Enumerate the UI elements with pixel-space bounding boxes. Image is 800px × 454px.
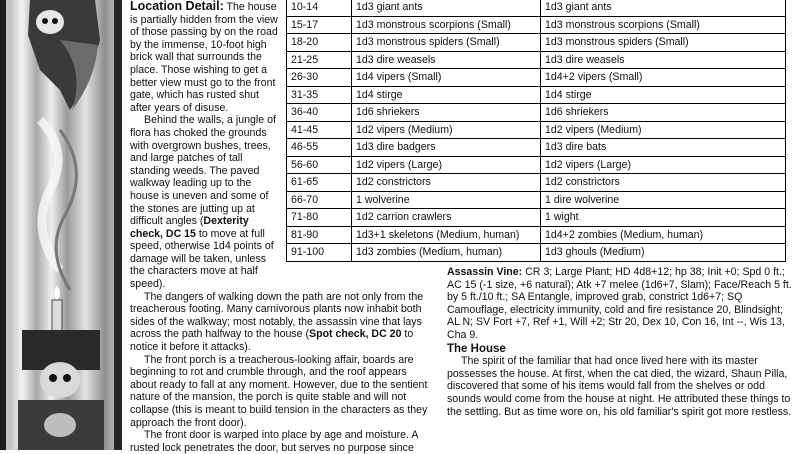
path-dangers-text-end: to notice it before it attacks).	[130, 328, 414, 354]
col-b-cell: 1d3 giant ants	[541, 0, 786, 16]
col-b-cell: 1d3 monstrous scorpions (Small)	[541, 16, 786, 34]
encounter-table	[286, 0, 786, 262]
col-b-cell: 1 dire wolverine	[541, 191, 786, 209]
roll-cell: 15-17	[287, 16, 352, 34]
col-b-cell: 1d3 monstrous spiders (Small)	[541, 34, 786, 52]
table-row	[287, 16, 786, 34]
table-row	[287, 69, 786, 87]
col-a-cell: 1d4 stirge	[352, 86, 541, 104]
roll-cell: 31-35	[287, 86, 352, 104]
col-a-cell: 1d3 monstrous scorpions (Small)	[352, 16, 541, 34]
table-row	[287, 139, 786, 157]
col-a-cell: 1 wolverine	[352, 191, 541, 209]
assassin-vine-statblock	[447, 266, 792, 342]
table-row	[287, 86, 786, 104]
path-dangers-paragraph	[130, 291, 428, 354]
col-a-cell: 1d2 constrictors	[352, 174, 541, 192]
walls-text-end: to move at full speed, otherwise 1d4 points of damage will be taken, unless the characters move at half speed).	[130, 227, 274, 291]
table-row	[287, 121, 786, 139]
table-row	[287, 156, 786, 174]
table-row	[287, 0, 786, 16]
roll-cell: 56-60	[287, 156, 352, 174]
col-b-cell: 1d6 shriekers	[541, 104, 786, 122]
roll-cell: 71-80	[287, 209, 352, 227]
table-row	[287, 226, 786, 244]
walls-text: Behind the walls, a jungle of flora has choked the grounds with overgrown bushes, trees, and large patches of tall standing weeds. The paved walkway leading up to the house is uneven and some of the stones are jutting up at difficult angles (	[130, 114, 276, 228]
table-row	[287, 34, 786, 52]
front-door-paragraph: The front door is warped into place by age and moisture. A rusted lock penetrates the door, but serves no purpose since	[130, 429, 418, 454]
col-a-cell: 1d2 vipers (Medium)	[352, 121, 541, 139]
table-row	[287, 191, 786, 209]
roll-cell: 81-90	[287, 226, 352, 244]
roll-cell: 46-55	[287, 139, 352, 157]
table-row	[287, 104, 786, 122]
col-a-cell: 1d3 zombies (Medium, human)	[352, 244, 541, 262]
col-a-cell: 1d3+1 skeletons (Medium, human)	[352, 226, 541, 244]
roll-cell: 41-45	[287, 121, 352, 139]
col-b-cell: 1 wight	[541, 209, 786, 227]
roll-cell: 26-30	[287, 69, 352, 87]
walls-paragraph	[130, 114, 280, 290]
col-a-cell: 1d6 shriekers	[352, 104, 541, 122]
col-a-cell: 1d3 giant ants	[352, 0, 541, 16]
roll-cell: 36-40	[287, 104, 352, 122]
table-row	[287, 174, 786, 192]
col-b-cell: 1d3 ghouls (Medium)	[541, 244, 786, 262]
encounter-table-body	[287, 0, 786, 261]
table-row	[287, 51, 786, 69]
col-b-cell: 1d4+2 vipers (Small)	[541, 69, 786, 87]
location-detail-paragraph	[130, 0, 280, 114]
col-a-cell: 1d2 vipers (Large)	[352, 156, 541, 174]
col-b-cell: 1d2 vipers (Medium)	[541, 121, 786, 139]
roll-cell: 10-14	[287, 0, 352, 16]
col-b-cell: 1d3 dire weasels	[541, 51, 786, 69]
col-a-cell: 1d3 monstrous spiders (Small)	[352, 34, 541, 52]
col-b-cell: 1d3 dire bats	[541, 139, 786, 157]
table-row	[287, 244, 786, 262]
statblock-name: Assassin Vine:	[447, 266, 523, 278]
roll-cell: 91-100	[287, 244, 352, 262]
spot-check: Spot check, DC 20	[309, 328, 402, 341]
the-house-heading: The House	[447, 342, 506, 355]
statblock-text: CR 3; Large Plant; HD 4d8+12; hp 38; Init +0; Spd 0 ft.; AC 15 (-1 size, +6 natural); Atk +7 melee (1d6+7, Slam); Face/Reach 5 ft. by 5 ft./10 ft.; SA Entangle, improved grab, constrict 1d6+7; SQ Camouflage, electricity immunity, cold and fire resistance 20, Blindsight; AL N; SV Fort +7, Ref +1, Will +2; Str 20, Dex 10, Con 16, Int --, Wis 13, Cha 9.	[447, 266, 792, 341]
roll-cell: 21-25	[287, 51, 352, 69]
decorative-border-art	[0, 0, 122, 450]
location-detail-text: The house is partially hidden from the view of those passing by on the road by the immense, 10-foot high brick wall that surrounds the place. Those wishing to get a better view must go to the front gate, which has rusted shut after years of disuse.	[130, 1, 278, 114]
roll-cell: 18-20	[287, 34, 352, 52]
col-b-cell: 1d2 constrictors	[541, 174, 786, 192]
col-a-cell: 1d3 dire weasels	[352, 51, 541, 69]
front-porch-paragraph: The front porch is a treacherous-looking affair, boards are beginning to rot and crumble through, and the roof appears about ready to fall at any moment. However, due to the sentient nature of the mansion, the porch is quite stable and will not collapse (this is meant to build tension in the characters as they approach the front door).	[130, 353, 428, 429]
dexterity-check: Dexterity check, DC 15	[130, 215, 249, 240]
col-a-cell: 1d4 vipers (Small)	[352, 69, 541, 87]
col-a-cell: 1d3 dire badgers	[352, 139, 541, 157]
col-b-cell: 1d2 vipers (Large)	[541, 156, 786, 174]
location-detail-heading: Location Detail:	[130, 0, 224, 13]
table-row	[287, 209, 786, 227]
the-house-paragraph: The spirit of the familiar that had once lived here with its master possesses the house. At first, when the cat died, the wizard, Shaun Pilla, discovered that some of his items would fall from the shelves or odd sounds would come from the house at night. He attributed these things to the settling. But as time wore on, his old familiar's spirit got more restless.	[447, 355, 792, 418]
path-dangers-text: The dangers of walking down the path are not only from the treacherous footing. Many carnivorous plants now inhabit both sides of the walkway; most notably, the assassin vine that lays across the path halfway to the house (	[130, 290, 424, 341]
col-b-cell: 1d4+2 zombies (Medium, human)	[541, 226, 786, 244]
col-b-cell: 1d4 stirge	[541, 86, 786, 104]
right-text-column	[447, 266, 792, 418]
skull-column-illustration	[0, 0, 122, 450]
col-a-cell: 1d2 carrion crawlers	[352, 209, 541, 227]
roll-cell: 61-65	[287, 174, 352, 192]
roll-cell: 66-70	[287, 191, 352, 209]
